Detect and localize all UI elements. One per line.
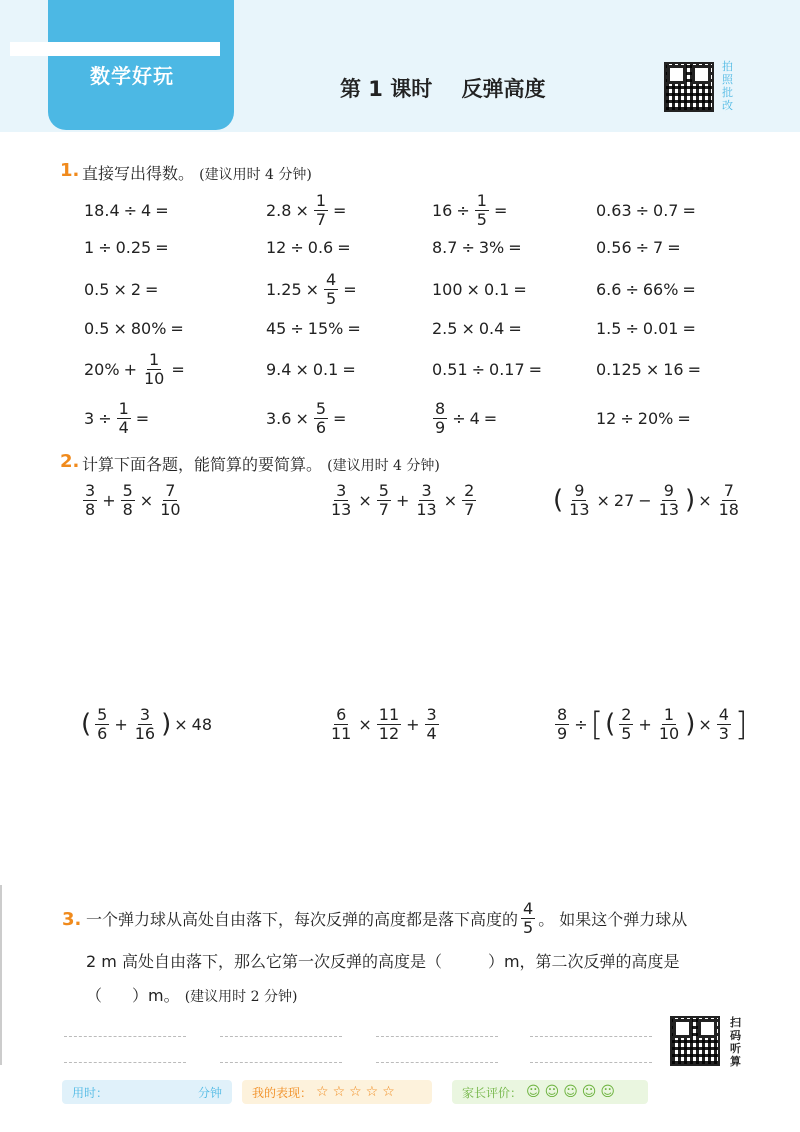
- q3-ratio-fraction: [521, 900, 535, 936]
- q2-problem[interactable]: [80, 704, 214, 744]
- performance-label: 我的表现：: [252, 1085, 313, 1100]
- term: 6.6: [596, 279, 622, 299]
- denominator: 7: [464, 499, 475, 519]
- denominator: 11: [331, 723, 352, 743]
- denominator: 13: [331, 499, 352, 519]
- q3-line-2: [86, 949, 680, 972]
- parenthesis: (: [605, 709, 616, 739]
- term: 0.1: [312, 359, 339, 379]
- term: ×: [698, 714, 712, 734]
- numerator: 11: [378, 704, 400, 724]
- denominator: 5: [621, 723, 632, 743]
- denominator: 9: [557, 723, 568, 743]
- fraction: [158, 482, 182, 518]
- q1-item[interactable]: [430, 398, 499, 437]
- term: =: [337, 237, 351, 257]
- term: ÷: [452, 408, 466, 428]
- fraction: [462, 482, 476, 518]
- fraction: [314, 400, 328, 436]
- denominator: 10: [143, 368, 165, 388]
- term: ×: [113, 279, 127, 299]
- answer-line: [376, 1062, 498, 1063]
- term: 16: [432, 200, 453, 220]
- fraction: [433, 400, 447, 436]
- term: ×: [461, 318, 475, 338]
- denominator: 10: [658, 723, 680, 743]
- fraction: [475, 192, 489, 228]
- qr-label-bottom: 扫码听算: [730, 1016, 741, 1068]
- term: 0.17: [489, 359, 525, 379]
- q1-item[interactable]: [594, 277, 698, 301]
- numerator: 3: [85, 480, 96, 500]
- numerator: 1: [476, 190, 487, 210]
- numerator: 5: [97, 704, 108, 724]
- denominator: 6: [97, 723, 108, 743]
- fraction: [377, 706, 401, 742]
- q1-item[interactable]: [430, 235, 524, 259]
- qr-code-icon[interactable]: [664, 62, 714, 112]
- q3-line-1: [86, 900, 687, 936]
- fraction: [657, 482, 681, 518]
- answer-line: [64, 1062, 186, 1063]
- term: 0.01: [642, 318, 679, 338]
- fraction: [142, 351, 166, 387]
- q3-ratio-numerator: 4: [523, 899, 534, 918]
- q3-hint: (建议用时 2 分钟): [184, 989, 298, 1005]
- term: 9.4: [266, 359, 292, 379]
- term: 0.63: [596, 200, 632, 220]
- term: ÷: [625, 318, 639, 338]
- denominator: 16: [134, 723, 156, 743]
- term: =: [483, 408, 498, 428]
- term: =: [528, 359, 543, 379]
- fraction: [329, 482, 353, 518]
- denominator: 6: [315, 417, 327, 437]
- qr-code-icon[interactable]: [670, 1016, 720, 1066]
- denominator: 12: [378, 723, 400, 743]
- numerator: 5: [315, 398, 327, 418]
- answer-line: [64, 1036, 186, 1037]
- term: 0.25: [115, 237, 152, 257]
- bracket: [: [590, 705, 604, 743]
- brand-strip: [10, 42, 220, 56]
- numerator: 2: [464, 480, 475, 500]
- q1-item[interactable]: [594, 357, 703, 381]
- term: ×: [698, 490, 712, 510]
- q1-item[interactable]: [82, 235, 171, 259]
- term: ×: [596, 490, 610, 510]
- term: 20%: [84, 359, 120, 379]
- denominator: 7: [378, 499, 389, 519]
- term: 1.25: [266, 279, 302, 299]
- brand-title: 数学好玩: [90, 64, 174, 88]
- denominator: 3: [718, 723, 729, 743]
- smiley-rating-icon[interactable]: ☺☺☺☺☺: [526, 1084, 619, 1100]
- page-title: 第 1 课时 反弹高度: [340, 77, 546, 101]
- term: 0.7: [653, 200, 679, 220]
- term: =: [493, 200, 508, 220]
- numerator: 9: [574, 480, 585, 500]
- numerator: 9: [663, 480, 674, 500]
- term: ÷: [456, 200, 470, 220]
- term: ÷: [123, 200, 138, 220]
- fraction: [133, 706, 157, 742]
- term: ÷: [635, 237, 650, 257]
- q3-line-3: [86, 983, 297, 1006]
- numerator: 4: [718, 704, 729, 724]
- q2-problem[interactable]: [552, 480, 744, 520]
- q1-item[interactable]: [594, 235, 683, 259]
- q1-item[interactable]: [594, 316, 698, 340]
- denominator: 4: [426, 723, 437, 743]
- term: ×: [358, 490, 372, 510]
- q3-text-1b: 。 如果这个弹力球从: [538, 909, 688, 929]
- numerator: 4: [326, 269, 337, 289]
- term: 12: [266, 237, 287, 257]
- term: ÷: [98, 237, 112, 257]
- term: 1.5: [596, 318, 622, 338]
- parenthesis: ): [685, 709, 696, 739]
- bracket: ]: [734, 705, 748, 743]
- fraction: [95, 706, 109, 742]
- term: =: [333, 200, 347, 220]
- denominator: 5: [476, 209, 487, 229]
- q1-item[interactable]: [264, 269, 359, 308]
- term: 20%: [637, 408, 674, 428]
- term: 1: [84, 237, 95, 257]
- term: =: [682, 318, 696, 338]
- page-edge-mark: [0, 885, 4, 1065]
- term: +: [123, 359, 137, 379]
- term: 15%: [307, 318, 344, 338]
- term: 66%: [642, 279, 679, 299]
- term: =: [145, 279, 159, 299]
- denominator: 5: [326, 288, 337, 308]
- q1-prompt: [82, 161, 312, 184]
- q2-hint: (建议用时 4 分钟): [327, 458, 440, 474]
- denominator: 10: [160, 499, 181, 519]
- term: ×: [645, 359, 660, 379]
- term: 3.6: [266, 408, 292, 428]
- q2-prompt: [82, 452, 440, 475]
- q1-item[interactable]: [82, 198, 171, 222]
- term: ×: [295, 359, 309, 379]
- term: 3: [84, 408, 95, 428]
- q1-item[interactable]: [264, 398, 348, 437]
- numerator: 3: [139, 704, 151, 724]
- term: +: [102, 490, 116, 510]
- numerator: 8: [435, 398, 446, 418]
- term: =: [343, 279, 357, 299]
- term: =: [682, 200, 696, 220]
- term: =: [347, 318, 361, 338]
- q1-hint: (建议用时 4 分钟): [199, 167, 312, 183]
- term: =: [677, 408, 691, 428]
- term: −: [638, 490, 652, 510]
- q3-number: 3.: [62, 909, 82, 930]
- term: 100: [432, 279, 463, 299]
- term: =: [155, 237, 169, 257]
- denominator: 8: [85, 499, 96, 519]
- q3-text-1a: 一个弹力球从高处自由落下，每次反弹的高度都是落下高度的: [86, 909, 519, 929]
- term: 45: [266, 318, 287, 338]
- term: ÷: [620, 408, 634, 428]
- time-label: 用时：: [72, 1085, 109, 1100]
- q1-item[interactable]: [264, 316, 363, 340]
- numerator: 6: [336, 704, 347, 724]
- q3-text-2b: ）m，第二次反弹的高度是: [487, 952, 680, 971]
- fraction: [425, 706, 439, 742]
- term: 0.4: [478, 318, 505, 338]
- term: 27: [613, 490, 635, 510]
- denominator: 13: [569, 499, 590, 519]
- denominator: 13: [416, 499, 437, 519]
- term: +: [638, 714, 652, 734]
- term: 18.4: [84, 200, 120, 220]
- term: =: [135, 408, 150, 428]
- term: ÷: [635, 200, 650, 220]
- q1-item[interactable]: [430, 316, 524, 340]
- answer-line: [376, 1036, 498, 1037]
- q3-text-2a: 2 m 高处自由落下，那么它第一次反弹的高度是（: [86, 952, 442, 971]
- term: =: [513, 279, 527, 299]
- term: ÷: [290, 237, 304, 257]
- parenthesis: ): [161, 709, 172, 739]
- term: 0.1: [483, 279, 510, 299]
- answer-line: [530, 1062, 652, 1063]
- my-performance-box[interactable]: [242, 1080, 432, 1104]
- fraction: [377, 482, 391, 518]
- q1-item[interactable]: [430, 277, 529, 301]
- q1-item[interactable]: [264, 357, 358, 381]
- fraction: [717, 706, 731, 742]
- term: 8.7: [432, 237, 458, 257]
- numerator: 5: [122, 480, 133, 500]
- term: =: [687, 359, 701, 379]
- fraction: [717, 482, 741, 518]
- q1-item[interactable]: [430, 357, 544, 381]
- term: 3%: [478, 237, 505, 257]
- q1-item[interactable]: [82, 316, 186, 340]
- q3-text-3b: ）m。: [132, 986, 180, 1005]
- numerator: 2: [621, 704, 632, 724]
- term: ×: [139, 490, 154, 510]
- denominator: 7: [315, 209, 327, 229]
- parenthesis: (: [81, 709, 92, 739]
- term: =: [333, 408, 347, 428]
- term: =: [171, 359, 185, 379]
- term: ×: [295, 200, 309, 220]
- q1-text: 直接写出得数。: [82, 164, 195, 183]
- term: 0.56: [596, 237, 632, 257]
- term: 2.8: [266, 200, 292, 220]
- term: 7: [653, 237, 664, 257]
- term: 12: [596, 408, 617, 428]
- fraction: [117, 400, 131, 436]
- fraction: [329, 706, 353, 742]
- numerator: 3: [336, 480, 347, 500]
- term: ÷: [625, 279, 639, 299]
- fraction: [619, 706, 633, 742]
- q2-problem[interactable]: [80, 480, 186, 520]
- term: ×: [305, 279, 320, 299]
- star-rating-icon[interactable]: ☆☆☆☆☆: [316, 1084, 399, 1100]
- term: =: [508, 237, 522, 257]
- term: ×: [443, 490, 458, 510]
- term: +: [395, 490, 410, 510]
- term: 0.5: [84, 318, 110, 338]
- q1-item[interactable]: [264, 190, 348, 229]
- denominator: 4: [118, 417, 129, 437]
- term: =: [667, 237, 681, 257]
- term: ÷: [461, 237, 475, 257]
- parenthesis: (: [553, 485, 564, 515]
- term: ×: [113, 318, 127, 338]
- term: =: [170, 318, 184, 338]
- numerator: 1: [149, 349, 160, 369]
- fraction: [83, 482, 97, 518]
- numerator: 3: [421, 480, 432, 500]
- q3-text-3a: （: [86, 986, 103, 1005]
- term: ÷: [574, 714, 588, 734]
- fraction: [324, 271, 338, 307]
- numerator: 7: [165, 480, 176, 500]
- term: =: [155, 200, 169, 220]
- time-spent-box[interactable]: [62, 1080, 232, 1104]
- fraction: [314, 192, 328, 228]
- term: =: [342, 359, 356, 379]
- parent-label: 家长评价：: [462, 1085, 523, 1100]
- q1-item[interactable]: [264, 235, 353, 259]
- parent-evaluation-box[interactable]: [452, 1080, 648, 1104]
- term: 4: [141, 200, 152, 220]
- numerator: 7: [723, 480, 734, 500]
- parenthesis: ): [685, 485, 696, 515]
- answer-line: [220, 1036, 342, 1037]
- answer-line: [530, 1036, 652, 1037]
- q1-item[interactable]: [594, 406, 693, 430]
- term: 16: [663, 359, 684, 379]
- q2-problem[interactable]: [552, 704, 748, 744]
- term: 48: [191, 714, 213, 734]
- fraction: [555, 706, 569, 742]
- term: ÷: [290, 318, 304, 338]
- q1-item[interactable]: [82, 349, 187, 388]
- term: =: [682, 279, 696, 299]
- term: 80%: [130, 318, 167, 338]
- q3-ratio-denominator: 5: [523, 917, 534, 937]
- q1-item[interactable]: [430, 190, 509, 229]
- numerator: 8: [557, 704, 568, 724]
- fraction: [567, 482, 591, 518]
- term: 2: [130, 279, 142, 299]
- denominator: 9: [435, 417, 446, 437]
- numerator: 3: [426, 704, 437, 724]
- term: 4: [469, 408, 480, 428]
- term: =: [508, 318, 522, 338]
- term: ×: [174, 714, 188, 734]
- q2-number: 2.: [60, 451, 80, 472]
- numerator: 1: [118, 398, 129, 418]
- q2-text: 计算下面各题，能简算的要简算。: [82, 455, 323, 474]
- term: 0.6: [307, 237, 334, 257]
- term: ×: [466, 279, 480, 299]
- term: +: [406, 714, 420, 734]
- q1-item[interactable]: [82, 398, 151, 437]
- q2-problem[interactable]: [326, 704, 442, 744]
- fraction: [121, 482, 135, 518]
- term: ÷: [98, 408, 112, 428]
- term: ×: [358, 714, 372, 734]
- q2-problem[interactable]: [326, 480, 479, 520]
- numerator: 1: [315, 190, 327, 210]
- term: ÷: [471, 359, 486, 379]
- q1-number: 1.: [60, 160, 80, 181]
- denominator: 18: [718, 499, 739, 519]
- denominator: 13: [658, 499, 680, 519]
- answer-line: [220, 1062, 342, 1063]
- term: 2.5: [432, 318, 458, 338]
- numerator: 1: [663, 704, 675, 724]
- q1-item[interactable]: [594, 198, 698, 222]
- qr-label-top: 拍照批改: [722, 60, 733, 112]
- denominator: 8: [122, 499, 133, 519]
- term: 0.51: [432, 359, 468, 379]
- time-unit: 分钟: [197, 1085, 222, 1100]
- term: 0.5: [84, 279, 110, 299]
- fraction: [414, 482, 438, 518]
- term: 0.125: [596, 359, 642, 379]
- fraction: [657, 706, 681, 742]
- numerator: 5: [378, 480, 389, 500]
- term: ×: [295, 408, 309, 428]
- term: +: [114, 714, 128, 734]
- q1-item[interactable]: [82, 277, 160, 301]
